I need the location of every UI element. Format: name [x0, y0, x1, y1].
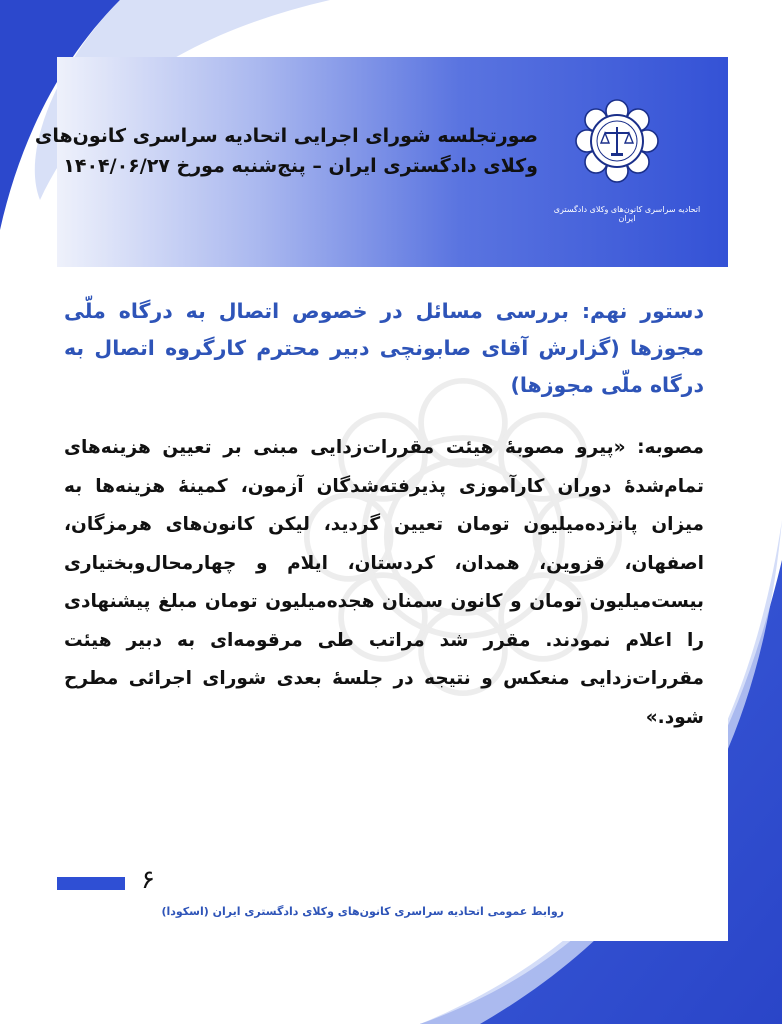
page-title	[34, 121, 538, 181]
resolution-text: مصوبه: «پیرو مصوبهٔ هیئت مقررات‌زدایی مبنی بر تعیین هزینه‌های تمام‌شدهٔ دوران کارآموزی پذیرفته‌شدگان آزمون، کمینهٔ هزینه‌ها به میزان پانزده‌میلیون تومان تعیین گردید، لیکن کانون‌های هرمزگان، اصفهان، قزوین، همدان، کردستان، ایلام و چهارمحال‌وبختیاری بیست‌میلیون تومان و کانون سمنان هجده‌میلیون تومان مبلغ پیشنهادی را اعلام نمودند. مقرر شد مراتب طی مرقومه‌ای به دبیر هیئت مقررات‌زدایی منعکس و نتیجه در جلسهٔ بعدی شورای اجرائی مطرح شود.»	[64, 437, 704, 728]
page-number-bar	[57, 877, 125, 890]
footer-credit: روابط عمومی اتحادیه سراسری کانون‌های وکلای دادگستری ایران (اسکودا)	[161, 905, 564, 918]
logo-caption: اتحادیه سراسری کانون‌های وکلای دادگستری ایران	[553, 205, 701, 223]
header-banner	[34, 57, 728, 267]
title-line-1: صورتجلسه شورای اجرایی اتحادیه سراسری کانون‌های	[34, 125, 538, 147]
agenda-item-heading: دستور نهم: بررسی مسائل در خصوص اتصال به درگاه ملّی مجوزها (گزارش آقای صابونچی دبیر محترم کارگروه اتصال به درگاه ملّی مجوزها)	[64, 299, 704, 397]
page-card	[34, 57, 728, 941]
page-number: ۶	[141, 865, 155, 895]
scales-emblem-icon	[575, 99, 659, 183]
title-line-2: وکلای دادگستری ایران – پنج‌شنبه مورخ ۱۴۰۴/۰۶/۲۷	[63, 155, 538, 177]
